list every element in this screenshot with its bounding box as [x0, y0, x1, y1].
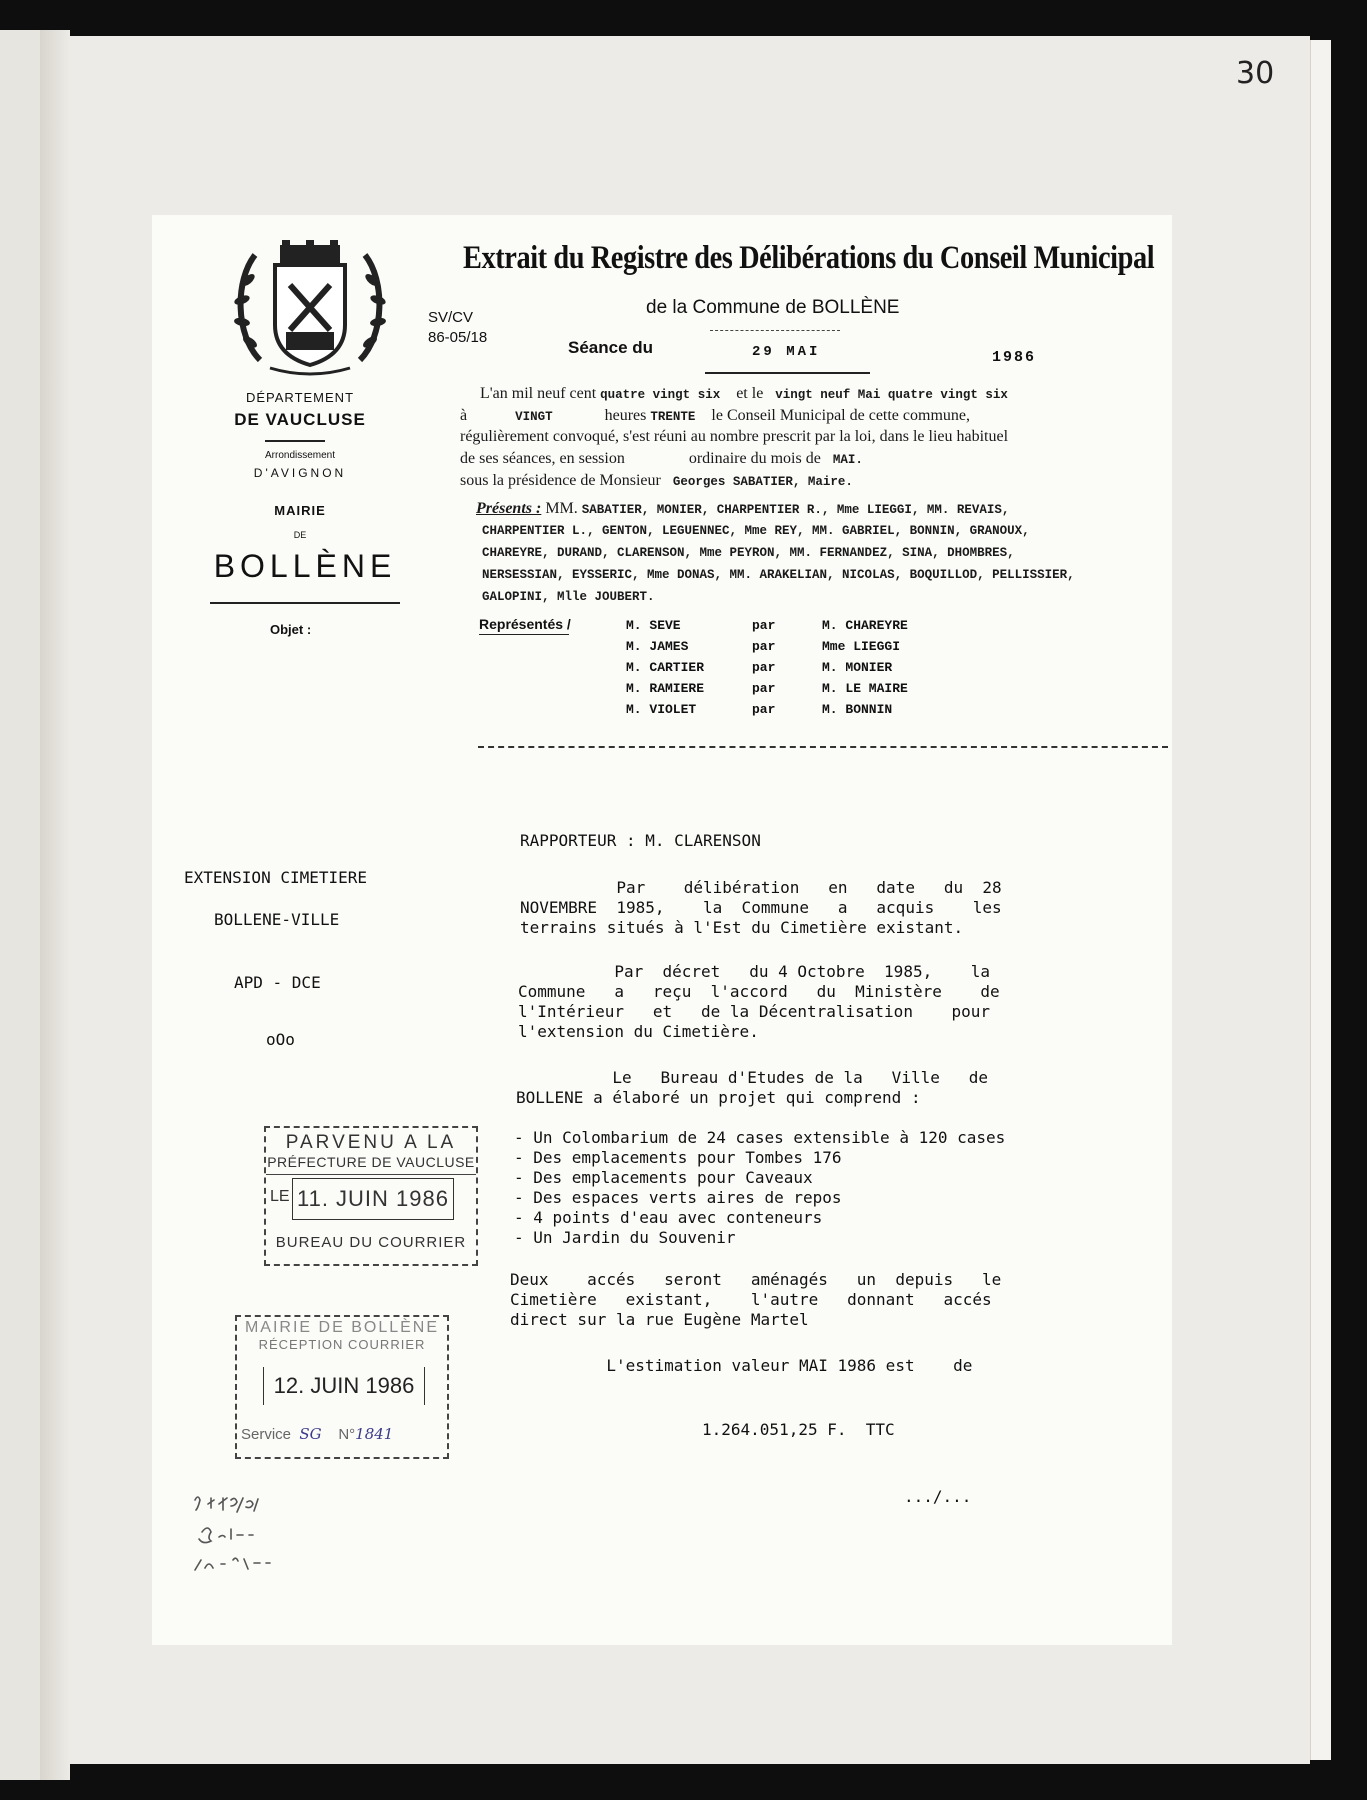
representes-row — [626, 681, 908, 702]
paragraph-line: l'Intérieur et de la Décentralisation pour — [518, 1002, 991, 1021]
typed-text: MAI. — [832, 453, 863, 467]
presents-line: NERSESSIAN, EYSSERIC, Mme DONAS, MM. ARAKELIAN, NICOLAS, BOQUILLOD, PELLISSIER, — [482, 568, 1075, 582]
project-item: - Un Colombarium de 24 cases extensible à 120 cases — [514, 1128, 1006, 1147]
paragraph-line: L'estimation valeur MAI 1986 est de — [510, 1356, 973, 1375]
typed-text: VINGT — [515, 410, 553, 424]
typed-text: vingt neuf Mai quatre vingt six — [775, 388, 1008, 402]
seance-date: 29 MAI — [752, 344, 821, 360]
printed-text: le Conseil Municipal de cette commune, — [711, 407, 970, 424]
represented-member: M. JAMES — [626, 639, 689, 654]
presents-label: Présents : — [476, 500, 542, 517]
handwritten-pencil-notes — [190, 1490, 360, 1590]
reference-line: SV/CV — [428, 309, 474, 326]
page-number: 30 — [1236, 56, 1275, 91]
paragraph-line: Le Bureau d'Etudes de la Ville de — [516, 1068, 989, 1087]
handwritten-service: SG — [299, 1425, 322, 1443]
bollene-coat-of-arms-icon — [230, 240, 390, 380]
stamp-text: RÉCEPTION COURRIER — [258, 1337, 426, 1352]
section-separator — [478, 746, 1168, 748]
typed-text: TRENTE — [650, 410, 696, 424]
prefecture-received-stamp — [264, 1126, 478, 1266]
printed-text: et le — [736, 385, 764, 402]
arrondissement-label: Arrondissement — [264, 450, 336, 461]
presents-line: GALOPINI, Mlle JOUBERT. — [482, 590, 655, 604]
printed-text: à — [460, 407, 468, 424]
stamp-text: N° — [338, 1426, 356, 1443]
proxy-member: M. MONIER — [822, 660, 893, 675]
presents-line: CHARPENTIER L., GENTON, LEGUENNEC, Mme REY, MM. GABRIEL, BONNIN, GRANOUX, — [482, 524, 1030, 538]
paragraph-line: NOVEMBRE 1985, la Commune a acquis les — [520, 898, 1002, 917]
departement-label: DÉPARTEMENT — [245, 390, 355, 405]
document-subtitle: de la Commune de BOLLÈNE — [646, 297, 900, 318]
preamble-line — [480, 385, 1008, 403]
par-label: par — [752, 618, 776, 633]
typed-text: quatre vingt six — [600, 388, 721, 402]
divider — [265, 440, 325, 442]
stamp-text: MAIRIE DE BOLLÈNE — [244, 1319, 440, 1336]
reference — [428, 308, 487, 348]
presents-line: CHAREYRE, DURAND, CLARENSON, Mme PEYRON, MM. FERNANDEZ, SINA, DHOMBRES, — [482, 546, 1015, 560]
page-edge — [1310, 40, 1331, 1760]
objet-line: oOo — [266, 1030, 295, 1049]
par-label: par — [752, 660, 776, 675]
typed-text: SABATIER, MONIER, CHARPENTIER R., Mme LIEGGI, MM. REVAIS, — [581, 503, 1010, 517]
divider — [210, 602, 400, 604]
handwritten-number: 1841 — [355, 1425, 394, 1443]
project-item: - 4 points d'eau avec conteneurs — [514, 1208, 823, 1227]
par-label: par — [752, 639, 776, 654]
represented-member: M. SEVE — [626, 618, 681, 633]
printed-text: heures — [604, 407, 647, 424]
representes-row — [626, 639, 908, 660]
seance-year: 1986 — [992, 349, 1037, 366]
representes-label: Représentés / — [479, 616, 571, 632]
represented-member: M. RAMIERE — [626, 681, 705, 696]
presents-line — [476, 500, 1009, 518]
document-title: Extrait du Registre des Délibérations du Conseil Municipal — [463, 240, 1155, 276]
binder-spine — [40, 30, 70, 1780]
printed-text: L'an mil neuf cent — [480, 385, 597, 402]
divider — [710, 330, 840, 331]
objet-label: Objet : — [270, 622, 312, 637]
printed-text: sous la présidence de Monsieur — [460, 472, 661, 489]
estimated-amount: 1.264.051,25 F. TTC — [702, 1420, 895, 1439]
representes-row — [626, 660, 908, 681]
stamp-date: 12. JUIN 1986 — [263, 1367, 425, 1405]
represented-member: M. CARTIER — [626, 660, 705, 675]
divider — [705, 372, 870, 374]
paragraph-line: Commune a reçu l'accord du Ministère de — [518, 982, 1000, 1001]
representes-row — [626, 618, 908, 639]
paragraph-line: BOLLENE a élaboré un projet qui comprend : — [516, 1088, 921, 1107]
arrondissement-name: D'AVIGNON — [253, 466, 347, 480]
par-label: par — [752, 681, 776, 696]
stamp-service — [241, 1425, 393, 1443]
stamp-text: PRÉFECTURE DE VAUCLUSE — [266, 1154, 476, 1175]
reference-line: 86-05/18 — [428, 329, 488, 346]
preamble-line — [460, 450, 863, 468]
typed-text: Georges SABATIER, Maire. — [672, 475, 853, 489]
proxy-member: M. LE MAIRE — [822, 681, 908, 696]
printed-text: MM. — [545, 500, 578, 517]
stamp-text: BUREAU DU COURRIER — [275, 1234, 467, 1251]
stamp-text: LE — [270, 1188, 290, 1205]
continuation-mark: .../... — [904, 1487, 972, 1506]
paragraph-line: Cimetière existant, l'autre donnant accés — [510, 1290, 992, 1309]
rapporteur: RAPPORTEUR : M. CLARENSON — [520, 831, 761, 850]
stamp-text: Service — [241, 1426, 292, 1443]
paragraph-line: Par délibération en date du 28 — [520, 878, 1002, 897]
mairie-reception-stamp — [235, 1315, 449, 1459]
preamble-line — [460, 407, 970, 425]
paragraph-line: direct sur la rue Eugène Martel — [510, 1310, 809, 1329]
stamp-text: PARVENU A LA — [285, 1132, 457, 1153]
representes-row — [626, 702, 908, 723]
departement-name: DE VAUCLUSE — [234, 410, 366, 429]
objet-line: APD - DCE — [234, 973, 321, 992]
seance-label: Séance du — [568, 338, 654, 357]
par-label: par — [752, 702, 776, 717]
proxy-member: Mme LIEGGI — [822, 639, 901, 654]
divider — [479, 634, 569, 635]
proxy-member: M. CHAREYRE — [822, 618, 908, 633]
paragraph-line: Par décret du 4 Octobre 1985, la — [518, 962, 991, 981]
paragraph-line: l'extension du Cimetière. — [518, 1022, 759, 1041]
binder-cover — [0, 30, 42, 1780]
paragraph-line: terrains situés à l'Est du Cimetière existant. — [520, 918, 964, 937]
project-item: - Des emplacements pour Tombes 176 — [514, 1148, 842, 1167]
project-item: - Des espaces verts aires de repos — [514, 1188, 842, 1207]
di-label: DE — [293, 530, 307, 540]
project-item: - Des emplacements pour Caveaux — [514, 1168, 813, 1187]
mairie-label: MAIRIE — [274, 503, 326, 518]
city-name: BOLLÈNE — [213, 548, 397, 584]
stamp-date: 11. JUIN 1986 — [292, 1178, 454, 1220]
printed-text: ordinaire du mois de — [688, 450, 821, 467]
objet-line: EXTENSION CIMETIERE — [184, 868, 368, 887]
preamble-line — [460, 472, 853, 490]
objet-line: BOLLENE-VILLE — [214, 910, 340, 929]
project-item: - Un Jardin du Souvenir — [514, 1228, 736, 1247]
represented-member: M. VIOLET — [626, 702, 697, 717]
preamble-line: régulièrement convoqué, s'est réuni au nombre prescrit par la loi, dans le lieu habituel — [460, 428, 1009, 445]
printed-text: de ses séances, en session — [460, 450, 625, 467]
representes-table — [626, 618, 908, 723]
paragraph-line: Deux accés seront aménagés un depuis le — [510, 1270, 1002, 1289]
proxy-member: M. BONNIN — [822, 702, 893, 717]
